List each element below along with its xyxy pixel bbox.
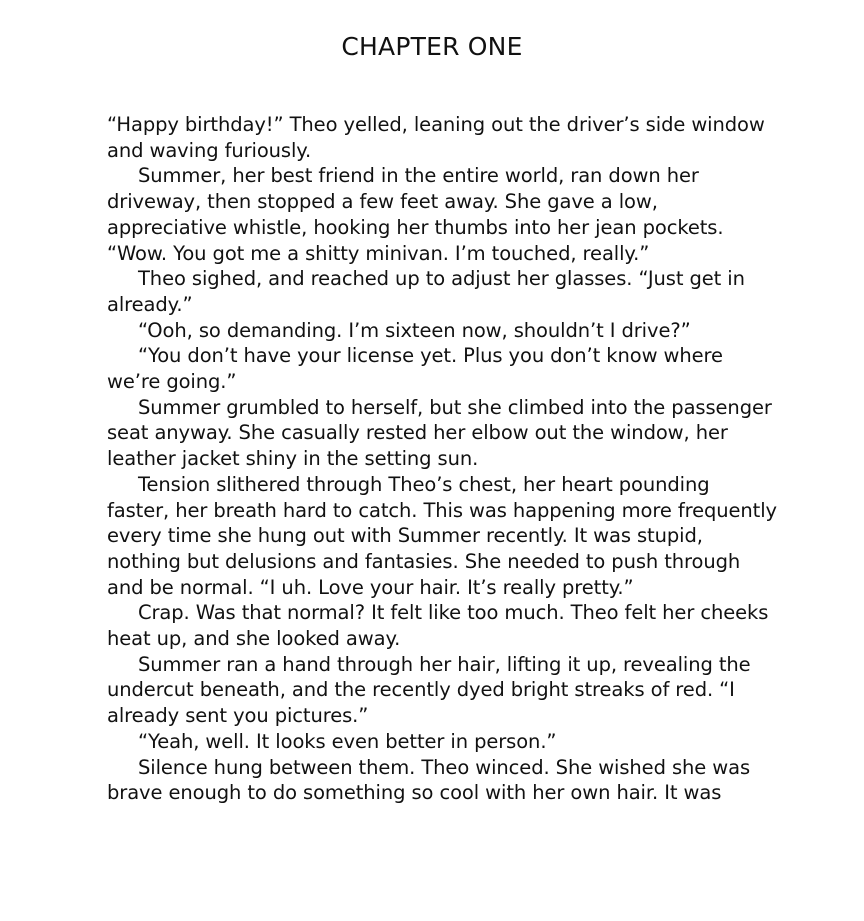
paragraph-4: [107, 318, 767, 344]
paragraph-6: [107, 395, 772, 472]
paragraph-line: “Wow. You got me a shitty minivan. I’m touched, really.”: [107, 241, 650, 265]
paragraph-line: appreciative whistle, hooking her thumbs into her jean pockets.: [107, 215, 724, 239]
paragraph-line: undercut beneath, and the recently dyed bright streaks of red. “I: [107, 678, 735, 702]
paragraph-line: Tension slithered through Theo’s chest, her heart pounding: [138, 472, 710, 496]
paragraph-line: already.”: [107, 292, 193, 316]
paragraph-line: seat anyway. She casually rested her elbow out the window, her: [107, 421, 728, 445]
paragraph-line: Silence hung between them. Theo winced. She wished she was: [138, 755, 751, 779]
paragraph-line: “Yeah, well. It looks even better in person.”: [138, 729, 557, 753]
paragraph-7: [107, 472, 777, 601]
paragraph-line: “Happy birthday!” Theo yelled, leaning out the driver’s side window: [107, 113, 765, 136]
paragraph-line: and waving furiously.: [107, 138, 312, 162]
paragraph-line: “You don’t have your license yet. Plus you don’t know where: [138, 344, 723, 368]
paragraph-line: Summer ran a hand through her hair, lifting it up, revealing the: [138, 652, 751, 676]
paragraph-line: we’re going.”: [107, 370, 237, 394]
paragraph-line: Crap. Was that normal? It felt like too much. Theo felt her cheeks: [138, 601, 769, 625]
paragraph-line: Summer grumbled to herself, but she climbed into the passenger: [138, 395, 772, 419]
paragraph-1: [107, 112, 767, 163]
paragraph-line: Summer, her best friend in the entire world, ran down her: [138, 164, 699, 188]
paragraph-line: faster, her breath hard to catch. This was happening more frequently: [107, 498, 777, 522]
paragraph-line: every time she hung out with Summer recently. It was stupid,: [107, 524, 703, 548]
paragraph-2: [107, 163, 767, 266]
paragraph-line: heat up, and she looked away.: [107, 627, 401, 651]
paragraph-line: leather jacket shiny in the setting sun.: [107, 447, 479, 471]
paragraph-line: Theo sighed, and reached up to adjust her glasses. “Just get in: [138, 267, 745, 291]
paragraph-line: already sent you pictures.”: [107, 704, 369, 728]
paragraph-5: [107, 343, 767, 394]
paragraph-line: nothing but delusions and fantasies. She needed to push through: [107, 549, 741, 573]
paragraph-line: brave enough to do something so cool with her own hair. It was: [107, 781, 722, 805]
paragraph-line: “Ooh, so demanding. I’m sixteen now, shouldn’t I drive?”: [138, 318, 691, 342]
paragraph-line: and be normal. “I uh. Love your hair. It’s really pretty.”: [107, 575, 634, 599]
paragraph-11: [107, 755, 767, 806]
paragraph-8: [107, 600, 767, 651]
paragraph-3: [107, 266, 767, 317]
chapter-title: CHAPTER ONE: [341, 32, 523, 61]
paragraph-line: driveway, then stopped a few feet away. She gave a low,: [107, 190, 658, 214]
paragraph-10: [107, 729, 767, 755]
paragraph-9: [107, 652, 767, 729]
chapter-body: [107, 112, 777, 806]
